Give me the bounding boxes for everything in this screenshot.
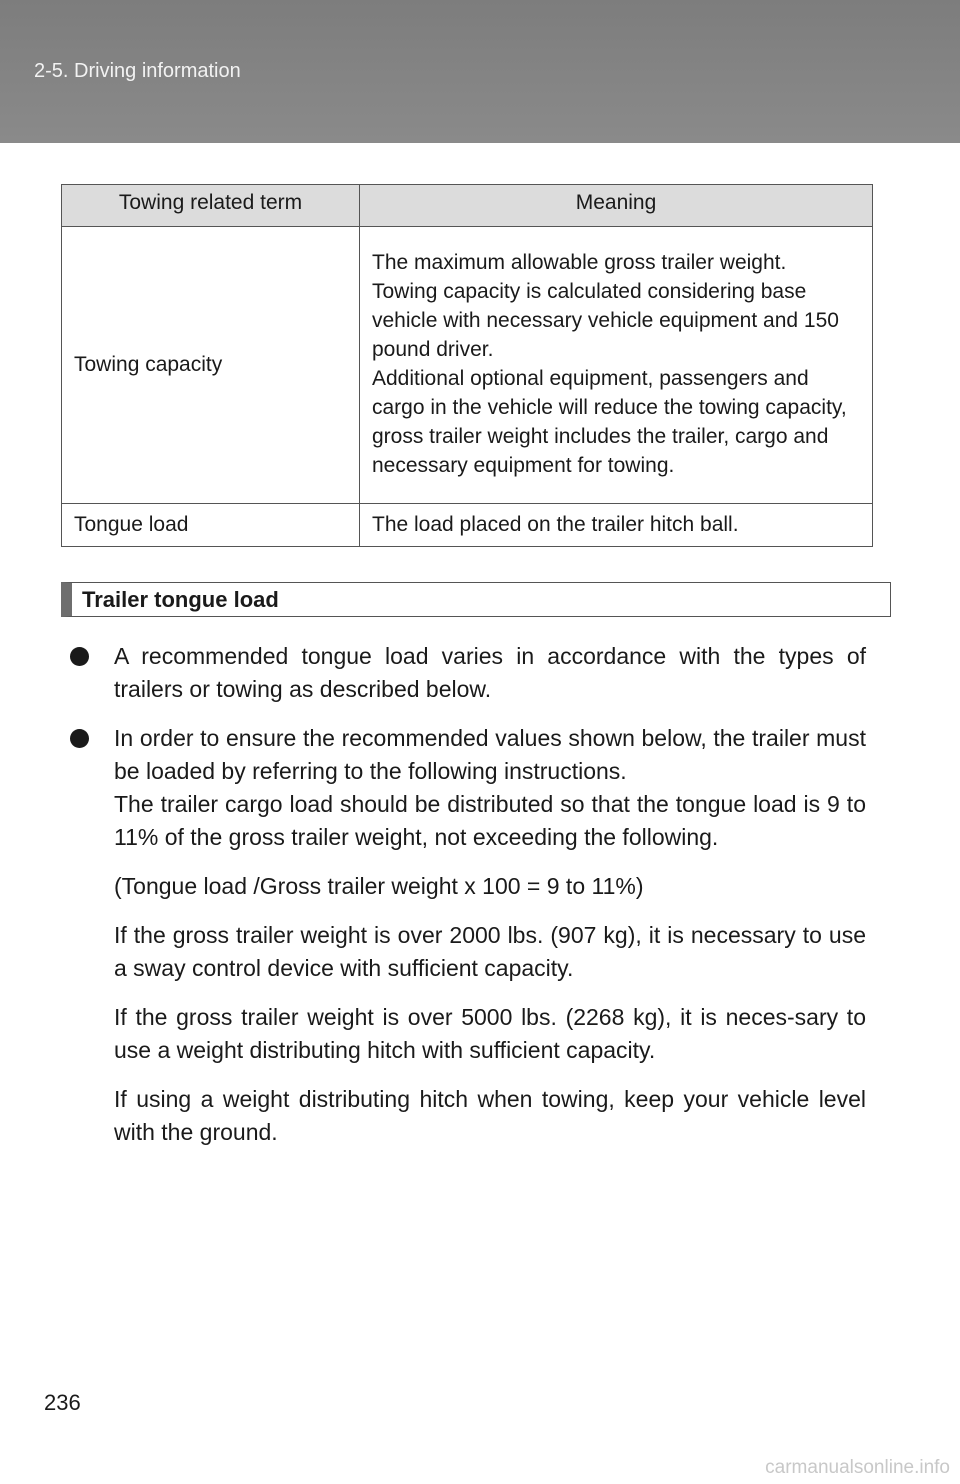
bullet-icon xyxy=(70,729,89,748)
page-number: 236 xyxy=(44,1390,81,1415)
body-paragraph: The trailer cargo load should be distributed so that the tongue load is 9 to 11% of the gross trailer weight, not exceeding the following. xyxy=(114,791,866,850)
meaning-line: Additional optional equipment, passengers and cargo in the vehicle will reduce the towing capacity, gross trailer weight includes the trailer, cargo and necessary equipment for towing. xyxy=(372,367,847,477)
meaning-line: Towing capacity is calculated considering base vehicle with necessary vehicle equipment and 150 pound driver. xyxy=(372,280,839,361)
column-header-meaning: Meaning xyxy=(360,185,873,227)
body-paragraph: If the gross trailer weight is over 2000 lbs. (907 kg), it is necessary to use a sway control device with sufficient capacity. xyxy=(114,922,866,981)
section-label: 2-5. Driving information xyxy=(34,60,241,82)
bullet-text: A recommended tongue load varies in accordance with the types of trailers or towing as described below. xyxy=(114,643,866,702)
body-paragraph: If using a weight distributing hitch when towing, keep your vehicle level with the ground. xyxy=(114,1086,866,1145)
body-paragraph: If the gross trailer weight is over 5000 lbs. (2268 kg), it is neces-sary to use a weight distributing hitch with sufficient capacity. xyxy=(114,1004,866,1063)
bullet-icon xyxy=(70,647,89,666)
term-cell: Tongue load xyxy=(62,504,360,547)
column-header-term: Towing related term xyxy=(62,185,360,227)
bullet-item xyxy=(70,640,866,706)
meaning-cell xyxy=(360,227,873,504)
towing-terms-table xyxy=(61,184,873,547)
bullet-item xyxy=(70,722,866,788)
meaning-line: The maximum allowable gross trailer weight. xyxy=(372,251,787,274)
section-heading: Trailer tongue load xyxy=(61,582,891,617)
meaning-cell xyxy=(360,504,873,547)
table-row xyxy=(62,504,873,547)
watermark: carmanualsonline.info xyxy=(765,1457,950,1478)
bullet-text: In order to ensure the recommended values shown below, the trailer must be loaded by referring to the following instructions. xyxy=(114,725,866,784)
section-body xyxy=(70,640,866,1165)
formula-paragraph: (Tongue load /Gross trailer weight x 100 = 9 to 11%) xyxy=(114,873,644,899)
header-band xyxy=(0,0,960,143)
table-row xyxy=(62,227,873,504)
table-header-row xyxy=(62,185,873,227)
term-cell: Towing capacity xyxy=(62,227,360,504)
meaning-line: The load placed on the trailer hitch ball. xyxy=(372,512,739,536)
